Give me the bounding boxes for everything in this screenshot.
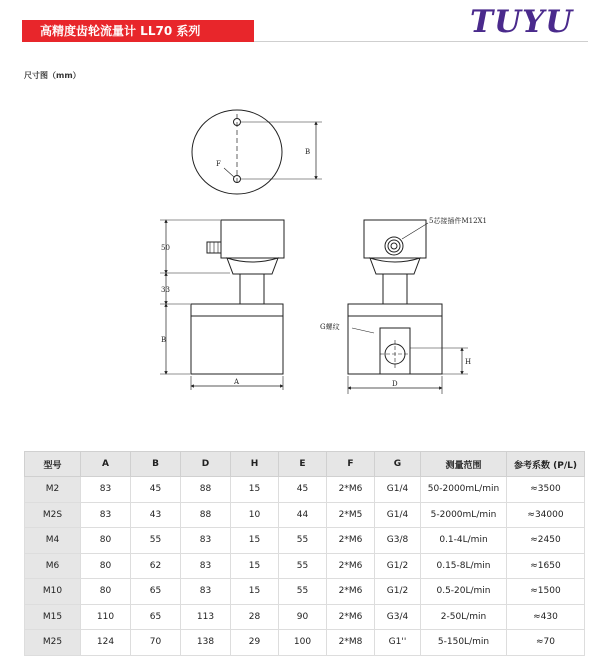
table-cell: 138: [181, 630, 231, 656]
table-cell: 90: [279, 604, 327, 630]
table-cell: 50-2000mL/min: [421, 477, 507, 503]
col-header: G: [375, 452, 421, 477]
table-cell: 44: [279, 502, 327, 528]
table-cell: 15: [231, 477, 279, 503]
table-cell: 2*M6: [327, 553, 375, 579]
col-header: 参考系数 (P/L): [507, 452, 585, 477]
table-cell: 83: [181, 553, 231, 579]
table-row: [25, 502, 585, 528]
table-cell: ≈2450: [507, 528, 585, 554]
top-view: [192, 110, 322, 194]
table-cell: 2*M6: [327, 579, 375, 605]
table-row: [25, 528, 585, 554]
model-cell: M4: [25, 528, 81, 554]
table-cell: 55: [279, 553, 327, 579]
table-cell: 62: [131, 553, 181, 579]
table-cell: ≈430: [507, 604, 585, 630]
table-cell: 83: [81, 477, 131, 503]
col-header: B: [131, 452, 181, 477]
model-cell: M6: [25, 553, 81, 579]
table-cell: G3/8: [375, 528, 421, 554]
brand-logo: TUYU: [470, 4, 574, 40]
table-cell: 15: [231, 553, 279, 579]
front-dim-a: A: [234, 378, 240, 386]
table-cell: 83: [81, 502, 131, 528]
table-cell: 15: [231, 579, 279, 605]
top-dim-f: F: [216, 160, 221, 168]
spec-table: [24, 451, 585, 656]
table-cell: 65: [131, 579, 181, 605]
col-header: F: [327, 452, 375, 477]
table-row: [25, 477, 585, 503]
front-dim-33: 33: [161, 286, 170, 294]
table-cell: G1/2: [375, 579, 421, 605]
table-cell: 55: [279, 579, 327, 605]
section-label: 尺寸图（mm）: [24, 71, 81, 80]
table-cell: 0.15-8L/min: [421, 553, 507, 579]
table-cell: ≈70: [507, 630, 585, 656]
front-dim-b: B: [161, 336, 167, 344]
page-title: 高精度齿轮流量计 LL70 系列: [22, 20, 254, 42]
col-header: D: [181, 452, 231, 477]
table-cell: 80: [81, 579, 131, 605]
table-cell: ≈1650: [507, 553, 585, 579]
table-cell: 43: [131, 502, 181, 528]
table-cell: G1/2: [375, 553, 421, 579]
table-row: [25, 630, 585, 656]
col-header: A: [81, 452, 131, 477]
col-header: 型号: [25, 452, 81, 477]
header-divider: [254, 41, 588, 42]
table-cell: 0.1-4L/min: [421, 528, 507, 554]
table-cell: 55: [131, 528, 181, 554]
table-cell: 83: [181, 579, 231, 605]
table-cell: 2*M5: [327, 502, 375, 528]
table-cell: 2*M6: [327, 604, 375, 630]
model-cell: M10: [25, 579, 81, 605]
side-view: [348, 220, 468, 394]
table-cell: 5-2000mL/min: [421, 502, 507, 528]
table-row: [25, 579, 585, 605]
col-header: E: [279, 452, 327, 477]
model-cell: M15: [25, 604, 81, 630]
model-cell: M2: [25, 477, 81, 503]
col-header: 测量范围: [421, 452, 507, 477]
table-cell: 113: [181, 604, 231, 630]
table-cell: 15: [231, 528, 279, 554]
col-header: H: [231, 452, 279, 477]
side-dim-h: H: [465, 358, 472, 366]
table-cell: 0.5-20L/min: [421, 579, 507, 605]
table-cell: 100: [279, 630, 327, 656]
table-cell: 2-50L/min: [421, 604, 507, 630]
table-cell: 29: [231, 630, 279, 656]
table-cell: 10: [231, 502, 279, 528]
table-cell: 88: [181, 477, 231, 503]
side-connector-label: 5芯接插件M12X1: [429, 217, 487, 225]
table-cell: G1/4: [375, 477, 421, 503]
table-cell: 83: [181, 528, 231, 554]
table-cell: 80: [81, 553, 131, 579]
table-cell: 45: [279, 477, 327, 503]
table-cell: 2*M6: [327, 528, 375, 554]
table-cell: G1/4: [375, 502, 421, 528]
table-cell: G1'': [375, 630, 421, 656]
table-cell: 88: [181, 502, 231, 528]
table-cell: 80: [81, 528, 131, 554]
table-cell: G3/4: [375, 604, 421, 630]
table-cell: ≈34000: [507, 502, 585, 528]
table-header-row: [25, 452, 585, 477]
table-cell: 45: [131, 477, 181, 503]
top-dim-b: B: [305, 148, 311, 156]
model-cell: M2S: [25, 502, 81, 528]
table-cell: 70: [131, 630, 181, 656]
dimension-drawing: [0, 90, 606, 410]
front-dim-50: 50: [161, 244, 170, 252]
table-cell: ≈1500: [507, 579, 585, 605]
table-cell: 55: [279, 528, 327, 554]
table-cell: ≈3500: [507, 477, 585, 503]
table-cell: 2*M8: [327, 630, 375, 656]
side-thread-label: G螺纹: [320, 323, 340, 331]
table-cell: 5-150L/min: [421, 630, 507, 656]
table-cell: 28: [231, 604, 279, 630]
side-dim-d: D: [392, 380, 398, 388]
table-cell: 65: [131, 604, 181, 630]
model-cell: M25: [25, 630, 81, 656]
table-cell: 110: [81, 604, 131, 630]
table-row: [25, 604, 585, 630]
table-cell: 124: [81, 630, 131, 656]
table-cell: 2*M6: [327, 477, 375, 503]
front-view: [160, 220, 284, 390]
table-row: [25, 553, 585, 579]
